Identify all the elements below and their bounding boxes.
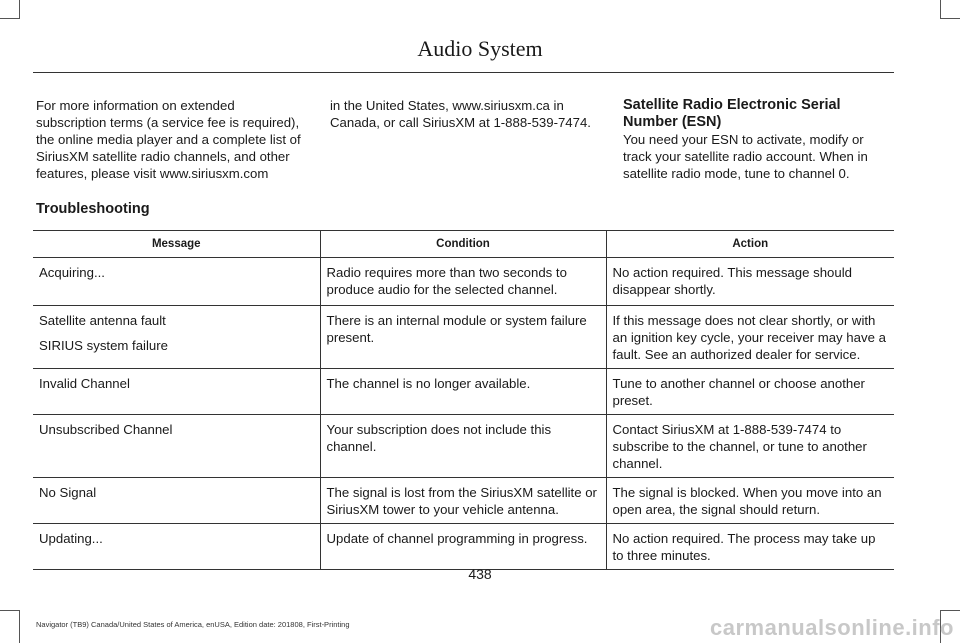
crop-mark bbox=[0, 18, 20, 19]
page-title: Audio System bbox=[417, 36, 543, 61]
message-text: Satellite antenna fault bbox=[39, 313, 166, 328]
message-text: Invalid Channel bbox=[39, 376, 130, 391]
message-cell bbox=[33, 369, 320, 415]
esn-section bbox=[623, 97, 895, 182]
crop-mark bbox=[940, 0, 941, 19]
action-cell: No action required. The process may take up to three minutes. bbox=[606, 524, 894, 570]
troubleshooting-heading: Troubleshooting bbox=[36, 201, 150, 217]
edition-footer: Navigator (TB9) Canada/United States of America, enUSA, Edition date: 201808, First-Printing bbox=[36, 620, 350, 629]
column-header-action: Action bbox=[606, 231, 894, 258]
message-cell bbox=[33, 415, 320, 478]
condition-cell: Radio requires more than two seconds to produce audio for the selected channel. bbox=[320, 258, 606, 306]
action-cell: If this message does not clear shortly, or with an ignition key cycle, your receiver may have a fault. See an authorized dealer for service. bbox=[606, 306, 894, 369]
intro-paragraph: For more information on extended subscription terms (a service fee is required), the online media player and a complete list of SiriusXM satellite radio channels, and other features, please visit www.siriusxm.com bbox=[36, 98, 301, 181]
condition-cell: Update of channel programming in progress. bbox=[320, 524, 606, 570]
table-row bbox=[33, 258, 894, 306]
message-cell bbox=[33, 306, 320, 369]
action-cell: The signal is blocked. When you move into an open area, the signal should return. bbox=[606, 478, 894, 524]
esn-heading: Satellite Radio Electronic Serial Number (ESN) bbox=[623, 97, 841, 130]
message-text: No Signal bbox=[39, 485, 97, 500]
table-row bbox=[33, 306, 894, 369]
table-row bbox=[33, 524, 894, 570]
column-header-message: Message bbox=[33, 231, 320, 258]
crop-mark bbox=[19, 610, 20, 643]
watermark-text: carmanualsonline.info bbox=[710, 615, 954, 640]
condition-cell: Your subscription does not include this channel. bbox=[320, 415, 606, 478]
column-header-condition: Condition bbox=[320, 231, 606, 258]
message-text: SIRIUS system failure bbox=[39, 338, 168, 353]
esn-paragraph: You need your ESN to activate, modify or track your satellite radio account. When in satellite radio mode, tune to channel 0. bbox=[623, 132, 868, 181]
message-cell bbox=[33, 258, 320, 306]
troubleshooting-table bbox=[33, 230, 894, 570]
message-text: Acquiring... bbox=[39, 265, 105, 280]
action-cell: Tune to another channel or choose another preset. bbox=[606, 369, 894, 415]
crop-mark bbox=[0, 610, 20, 611]
crop-mark bbox=[940, 610, 960, 611]
intro-column-1 bbox=[36, 97, 308, 182]
crop-mark bbox=[940, 18, 960, 19]
condition-cell: There is an internal module or system failure present. bbox=[320, 306, 606, 369]
table-row bbox=[33, 369, 894, 415]
condition-cell: The channel is no longer available. bbox=[320, 369, 606, 415]
action-cell: Contact SiriusXM at 1-888-539-7474 to subscribe to the channel, or tune to another channel. bbox=[606, 415, 894, 478]
message-text: Updating... bbox=[39, 531, 103, 546]
intro-column-2 bbox=[330, 97, 602, 131]
page-number: 438 bbox=[468, 566, 492, 582]
action-cell: No action required. This message should disappear shortly. bbox=[606, 258, 894, 306]
message-cell bbox=[33, 478, 320, 524]
message-text: Unsubscribed Channel bbox=[39, 422, 173, 437]
message-cell bbox=[33, 524, 320, 570]
crop-mark bbox=[19, 0, 20, 19]
table-row bbox=[33, 478, 894, 524]
condition-cell: The signal is lost from the SiriusXM satellite or SiriusXM tower to your vehicle antenna. bbox=[320, 478, 606, 524]
header-rule bbox=[33, 72, 894, 73]
intro-paragraph-continued: in the United States, www.siriusxm.ca in Canada, or call SiriusXM at 1-888-539-7474. bbox=[330, 98, 591, 130]
table-header-row bbox=[33, 231, 894, 258]
table-row bbox=[33, 415, 894, 478]
